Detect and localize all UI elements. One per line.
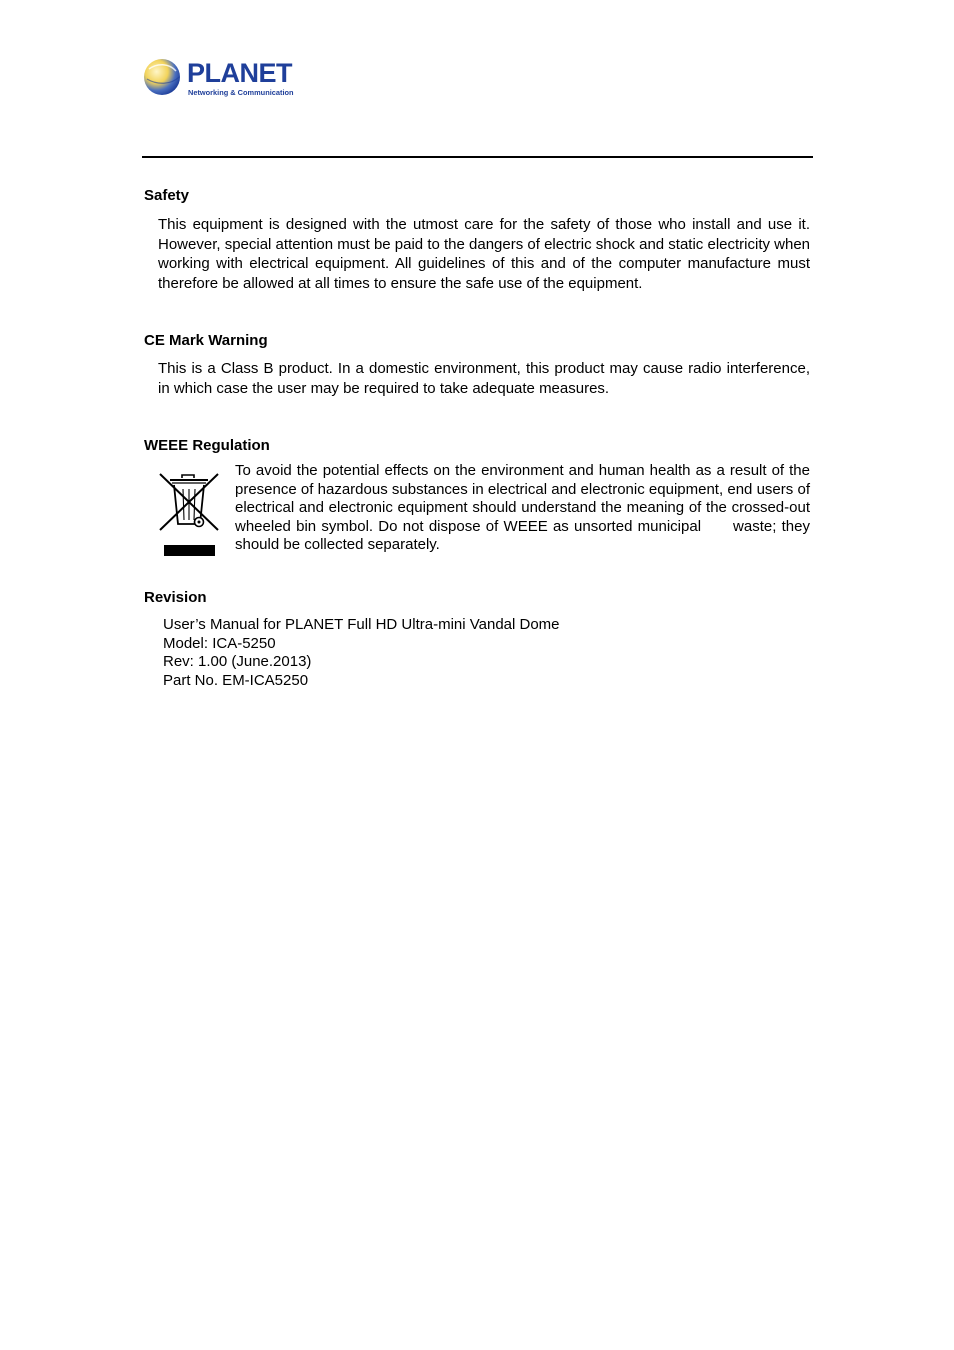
weee-paragraph-last-a: municipal [637, 517, 702, 535]
header-divider [142, 156, 813, 158]
ce-heading: CE Mark Warning [144, 332, 268, 349]
safety-paragraph: This equipment is designed with the utmost care for the safety of those who install and use it. However, special attention must be paid to the dangers of electric shock and static electricity when working with electrical equipment. All guidelines of this and of the computer manufacture must therefore be allowed at all times to ensure the safe use of the equipment. [158, 216, 811, 292]
logo-tagline: Networking & Communication [188, 88, 294, 97]
ce-paragraph: This is a Class B product. In a domestic environment, this product may cause radio interference, in which case the user may be required to take adequate measures. [158, 360, 810, 397]
planet-globe-icon [143, 55, 303, 99]
revision-part-no: Part No. EM-ICA5250 [163, 672, 309, 690]
logo-wordmark: PLANET [187, 58, 292, 88]
crossed-out-bin-icon [156, 470, 224, 558]
planet-logo [143, 55, 303, 99]
revision-model: Model: ICA-5250 [163, 634, 276, 652]
safety-heading: Safety [144, 187, 190, 204]
weee-paragraph [235, 462, 810, 555]
revision-rev: Rev: 1.00 (June.2013) [163, 653, 312, 671]
weee-heading: WEEE Regulation [144, 437, 270, 454]
weee-paragraph-last-b: waste; they should be collected separately. [235, 517, 810, 554]
weee-paragraph-main: To avoid the potential effects on the environment and human health as a result of the presence of hazardous substances in electrical and electronic equipment, end users of electrical and electronic equipment should understand the meaning of the crossed-out wheeled bin symbol. Do not dispose of WEEE as unsorted [235, 462, 810, 535]
revision-manual-title: User’s Manual for PLANET Full HD Ultra-mini Vandal Dome [163, 616, 560, 633]
revision-heading: Revision [144, 589, 207, 606]
revision-block [163, 616, 560, 691]
